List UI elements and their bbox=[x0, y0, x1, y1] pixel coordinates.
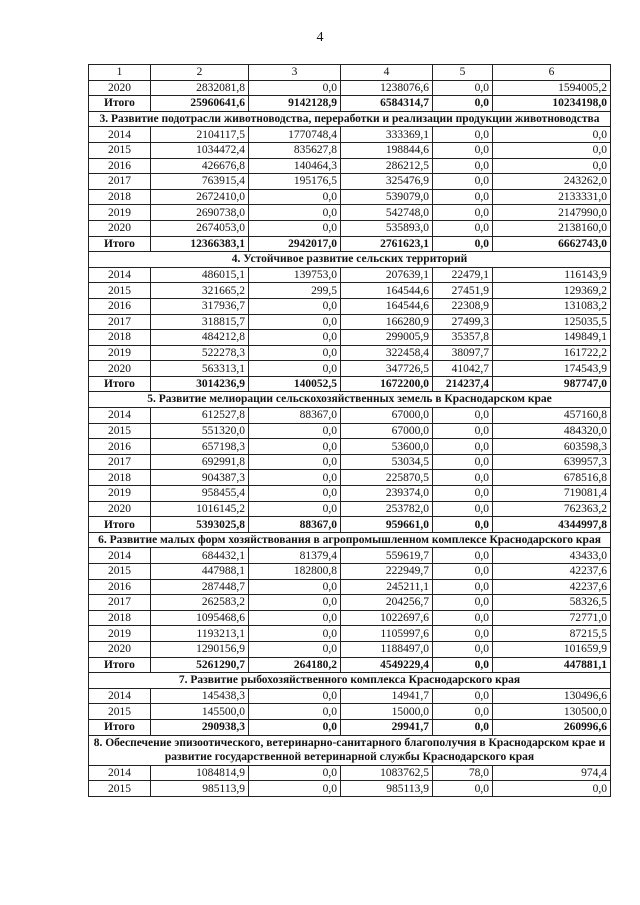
table-row bbox=[89, 486, 611, 502]
table-row bbox=[89, 408, 611, 424]
year-cell: 2020 bbox=[89, 80, 151, 96]
section-heading-row bbox=[89, 252, 611, 268]
total-amount-cell: 692991,8 bbox=[151, 454, 249, 470]
table-row bbox=[89, 283, 611, 299]
section-title: 4. Устойчивое развитие сельских территорий bbox=[89, 252, 611, 268]
year-cell: 2015 bbox=[89, 423, 151, 439]
year-cell: 2015 bbox=[89, 283, 151, 299]
year-cell: 2014 bbox=[89, 267, 151, 283]
local-amount-cell: 214237,4 bbox=[433, 376, 493, 392]
local-amount-cell: 0,0 bbox=[433, 719, 493, 735]
federal-amount-cell: 139753,0 bbox=[249, 267, 341, 283]
regional-amount-cell: 245211,1 bbox=[341, 579, 433, 595]
local-amount-cell: 0,0 bbox=[433, 189, 493, 205]
total-amount-cell: 5393025,8 bbox=[151, 517, 249, 533]
total-amount-cell: 145500,0 bbox=[151, 704, 249, 720]
federal-amount-cell: 299,5 bbox=[249, 283, 341, 299]
extrabudget-amount-cell: 243262,0 bbox=[493, 174, 611, 190]
local-amount-cell: 0,0 bbox=[433, 454, 493, 470]
total-amount-cell: 12366383,1 bbox=[151, 236, 249, 252]
federal-amount-cell: 0,0 bbox=[249, 439, 341, 455]
local-amount-cell: 27451,9 bbox=[433, 283, 493, 299]
federal-amount-cell: 0,0 bbox=[249, 314, 341, 330]
extrabudget-amount-cell: 678516,8 bbox=[493, 470, 611, 486]
table-row bbox=[89, 765, 611, 781]
federal-amount-cell: 0,0 bbox=[249, 579, 341, 595]
total-amount-cell: 287448,7 bbox=[151, 579, 249, 595]
column-number-row bbox=[89, 65, 611, 81]
total-amount-cell: 2832081,8 bbox=[151, 80, 249, 96]
total-amount-cell: 3014236,9 bbox=[151, 376, 249, 392]
regional-amount-cell: 1672200,0 bbox=[341, 376, 433, 392]
local-amount-cell: 41042,7 bbox=[433, 361, 493, 377]
total-amount-cell: 563313,1 bbox=[151, 361, 249, 377]
federal-amount-cell: 0,0 bbox=[249, 486, 341, 502]
extrabudget-amount-cell: 42237,6 bbox=[493, 564, 611, 580]
extrabudget-amount-cell: 1594005,2 bbox=[493, 80, 611, 96]
table-row bbox=[89, 501, 611, 517]
year-cell: 2015 bbox=[89, 142, 151, 158]
section-heading-row bbox=[89, 532, 611, 548]
table-row bbox=[89, 564, 611, 580]
year-cell: Итого bbox=[89, 236, 151, 252]
local-amount-cell: 78,0 bbox=[433, 765, 493, 781]
local-amount-cell: 35357,8 bbox=[433, 330, 493, 346]
regional-amount-cell: 29941,7 bbox=[341, 719, 433, 735]
regional-amount-cell: 225870,5 bbox=[341, 470, 433, 486]
table-row bbox=[89, 610, 611, 626]
year-cell: 2018 bbox=[89, 330, 151, 346]
extrabudget-amount-cell: 987747,0 bbox=[493, 376, 611, 392]
year-cell: 2017 bbox=[89, 314, 151, 330]
extrabudget-amount-cell: 484320,0 bbox=[493, 423, 611, 439]
total-amount-cell: 317936,7 bbox=[151, 298, 249, 314]
local-amount-cell: 0,0 bbox=[433, 142, 493, 158]
federal-amount-cell: 0,0 bbox=[249, 765, 341, 781]
extrabudget-amount-cell: 87215,5 bbox=[493, 626, 611, 642]
year-cell: Итого bbox=[89, 96, 151, 112]
regional-amount-cell: 164544,6 bbox=[341, 283, 433, 299]
table-row bbox=[89, 548, 611, 564]
extrabudget-amount-cell: 125035,5 bbox=[493, 314, 611, 330]
table-row bbox=[89, 595, 611, 611]
section-title: 7. Развитие рыбохозяйственного комплекса Краснодарского края bbox=[89, 673, 611, 689]
total-amount-cell: 1193213,1 bbox=[151, 626, 249, 642]
regional-amount-cell: 67000,0 bbox=[341, 423, 433, 439]
total-amount-cell: 612527,8 bbox=[151, 408, 249, 424]
total-row bbox=[89, 236, 611, 252]
year-cell: 2014 bbox=[89, 548, 151, 564]
local-amount-cell: 0,0 bbox=[433, 80, 493, 96]
total-amount-cell: 763915,4 bbox=[151, 174, 249, 190]
regional-amount-cell: 1105997,6 bbox=[341, 626, 433, 642]
local-amount-cell: 0,0 bbox=[433, 704, 493, 720]
table-row bbox=[89, 80, 611, 96]
year-cell: 2015 bbox=[89, 564, 151, 580]
column-number-cell: 1 bbox=[89, 65, 151, 81]
year-cell: 2019 bbox=[89, 345, 151, 361]
local-amount-cell: 0,0 bbox=[433, 486, 493, 502]
local-amount-cell: 0,0 bbox=[433, 657, 493, 673]
year-cell: 2020 bbox=[89, 361, 151, 377]
section-heading-row bbox=[89, 735, 611, 765]
table-row bbox=[89, 781, 611, 797]
local-amount-cell: 0,0 bbox=[433, 470, 493, 486]
regional-amount-cell: 347726,5 bbox=[341, 361, 433, 377]
extrabudget-amount-cell: 129369,2 bbox=[493, 283, 611, 299]
regional-amount-cell: 6584314,7 bbox=[341, 96, 433, 112]
federal-amount-cell: 182800,8 bbox=[249, 564, 341, 580]
total-amount-cell: 551320,0 bbox=[151, 423, 249, 439]
column-number-cell: 3 bbox=[249, 65, 341, 81]
local-amount-cell: 22479,1 bbox=[433, 267, 493, 283]
year-cell: 2017 bbox=[89, 454, 151, 470]
extrabudget-amount-cell: 6662743,0 bbox=[493, 236, 611, 252]
total-amount-cell: 486015,1 bbox=[151, 267, 249, 283]
regional-amount-cell: 1083762,5 bbox=[341, 765, 433, 781]
extrabudget-amount-cell: 0,0 bbox=[493, 158, 611, 174]
year-cell: 2017 bbox=[89, 174, 151, 190]
regional-amount-cell: 222949,7 bbox=[341, 564, 433, 580]
federal-amount-cell: 0,0 bbox=[249, 719, 341, 735]
year-cell: 2016 bbox=[89, 439, 151, 455]
year-cell: 2017 bbox=[89, 595, 151, 611]
year-cell: 2019 bbox=[89, 486, 151, 502]
extrabudget-amount-cell: 72771,0 bbox=[493, 610, 611, 626]
regional-amount-cell: 14941,7 bbox=[341, 688, 433, 704]
regional-amount-cell: 204256,7 bbox=[341, 595, 433, 611]
table-row bbox=[89, 298, 611, 314]
total-amount-cell: 25960641,6 bbox=[151, 96, 249, 112]
regional-amount-cell: 253782,0 bbox=[341, 501, 433, 517]
table-row bbox=[89, 641, 611, 657]
year-cell: 2018 bbox=[89, 189, 151, 205]
local-amount-cell: 0,0 bbox=[433, 439, 493, 455]
federal-amount-cell: 81379,4 bbox=[249, 548, 341, 564]
regional-amount-cell: 198844,6 bbox=[341, 142, 433, 158]
column-number-cell: 2 bbox=[151, 65, 249, 81]
local-amount-cell: 27499,3 bbox=[433, 314, 493, 330]
section-heading-row bbox=[89, 392, 611, 408]
table-row bbox=[89, 205, 611, 221]
extrabudget-amount-cell: 42237,6 bbox=[493, 579, 611, 595]
federal-amount-cell: 0,0 bbox=[249, 189, 341, 205]
total-amount-cell: 684432,1 bbox=[151, 548, 249, 564]
section-heading-row bbox=[89, 673, 611, 689]
extrabudget-amount-cell: 174543,9 bbox=[493, 361, 611, 377]
section-title: 6. Развитие малых форм хозяйствования в агропромышленном комплексе Краснодарского края bbox=[89, 532, 611, 548]
year-cell: Итого bbox=[89, 517, 151, 533]
extrabudget-amount-cell: 0,0 bbox=[493, 142, 611, 158]
year-cell: 2016 bbox=[89, 579, 151, 595]
table-row bbox=[89, 454, 611, 470]
federal-amount-cell: 0,0 bbox=[249, 361, 341, 377]
local-amount-cell: 0,0 bbox=[433, 517, 493, 533]
section-title: 5. Развитие мелиорации сельскохозяйственных земель в Краснодарском крае bbox=[89, 392, 611, 408]
year-cell: 2015 bbox=[89, 781, 151, 797]
page-number: 4 bbox=[316, 30, 324, 45]
regional-amount-cell: 1238076,6 bbox=[341, 80, 433, 96]
extrabudget-amount-cell: 762363,2 bbox=[493, 501, 611, 517]
federal-amount-cell: 1770748,4 bbox=[249, 127, 341, 143]
extrabudget-amount-cell: 130500,0 bbox=[493, 704, 611, 720]
regional-amount-cell: 1188497,0 bbox=[341, 641, 433, 657]
column-number-cell: 5 bbox=[433, 65, 493, 81]
total-amount-cell: 321665,2 bbox=[151, 283, 249, 299]
table-row bbox=[89, 439, 611, 455]
federal-amount-cell: 0,0 bbox=[249, 595, 341, 611]
table-row bbox=[89, 470, 611, 486]
federal-amount-cell: 0,0 bbox=[249, 641, 341, 657]
extrabudget-amount-cell: 2147990,0 bbox=[493, 205, 611, 221]
year-cell: 2019 bbox=[89, 205, 151, 221]
federal-amount-cell: 0,0 bbox=[249, 688, 341, 704]
local-amount-cell: 0,0 bbox=[433, 688, 493, 704]
total-amount-cell: 484212,8 bbox=[151, 330, 249, 346]
table-row bbox=[89, 361, 611, 377]
table-row bbox=[89, 579, 611, 595]
extrabudget-amount-cell: 457160,8 bbox=[493, 408, 611, 424]
extrabudget-amount-cell: 161722,2 bbox=[493, 345, 611, 361]
federal-amount-cell: 0,0 bbox=[249, 80, 341, 96]
federal-amount-cell: 140464,3 bbox=[249, 158, 341, 174]
federal-amount-cell: 0,0 bbox=[249, 205, 341, 221]
total-amount-cell: 2672410,0 bbox=[151, 189, 249, 205]
section-heading-row bbox=[89, 111, 611, 127]
total-row bbox=[89, 96, 611, 112]
total-row bbox=[89, 517, 611, 533]
local-amount-cell: 0,0 bbox=[433, 610, 493, 626]
year-cell: 2014 bbox=[89, 688, 151, 704]
year-cell: 2020 bbox=[89, 501, 151, 517]
regional-amount-cell: 559619,7 bbox=[341, 548, 433, 564]
federal-amount-cell: 0,0 bbox=[249, 345, 341, 361]
year-cell: Итого bbox=[89, 657, 151, 673]
year-cell: 2015 bbox=[89, 704, 151, 720]
column-number-cell: 4 bbox=[341, 65, 433, 81]
total-amount-cell: 1016145,2 bbox=[151, 501, 249, 517]
total-row bbox=[89, 719, 611, 735]
federal-amount-cell: 195176,5 bbox=[249, 174, 341, 190]
local-amount-cell: 0,0 bbox=[433, 423, 493, 439]
extrabudget-amount-cell: 447881,1 bbox=[493, 657, 611, 673]
table-row bbox=[89, 626, 611, 642]
regional-amount-cell: 299005,9 bbox=[341, 330, 433, 346]
federal-amount-cell: 0,0 bbox=[249, 781, 341, 797]
extrabudget-amount-cell: 10234198,0 bbox=[493, 96, 611, 112]
total-amount-cell: 1290156,9 bbox=[151, 641, 249, 657]
local-amount-cell: 0,0 bbox=[433, 408, 493, 424]
year-cell: 2020 bbox=[89, 641, 151, 657]
extrabudget-amount-cell: 58326,5 bbox=[493, 595, 611, 611]
extrabudget-amount-cell: 0,0 bbox=[493, 781, 611, 797]
year-cell: 2014 bbox=[89, 765, 151, 781]
local-amount-cell: 0,0 bbox=[433, 548, 493, 564]
total-amount-cell: 2674053,0 bbox=[151, 220, 249, 236]
federal-amount-cell: 0,0 bbox=[249, 704, 341, 720]
extrabudget-amount-cell: 149849,1 bbox=[493, 330, 611, 346]
extrabudget-amount-cell: 4344997,8 bbox=[493, 517, 611, 533]
financing-table bbox=[88, 64, 611, 797]
total-amount-cell: 657198,3 bbox=[151, 439, 249, 455]
regional-amount-cell: 2761623,1 bbox=[341, 236, 433, 252]
federal-amount-cell: 0,0 bbox=[249, 330, 341, 346]
total-amount-cell: 5261290,7 bbox=[151, 657, 249, 673]
local-amount-cell: 0,0 bbox=[433, 220, 493, 236]
federal-amount-cell: 264180,2 bbox=[249, 657, 341, 673]
regional-amount-cell: 985113,9 bbox=[341, 781, 433, 797]
extrabudget-amount-cell: 131083,2 bbox=[493, 298, 611, 314]
extrabudget-amount-cell: 116143,9 bbox=[493, 267, 611, 283]
local-amount-cell: 0,0 bbox=[433, 564, 493, 580]
table-row bbox=[89, 142, 611, 158]
year-cell: 2019 bbox=[89, 626, 151, 642]
federal-amount-cell: 0,0 bbox=[249, 220, 341, 236]
federal-amount-cell: 88367,0 bbox=[249, 517, 341, 533]
table-row bbox=[89, 688, 611, 704]
regional-amount-cell: 67000,0 bbox=[341, 408, 433, 424]
regional-amount-cell: 539079,0 bbox=[341, 189, 433, 205]
regional-amount-cell: 15000,0 bbox=[341, 704, 433, 720]
local-amount-cell: 0,0 bbox=[433, 626, 493, 642]
regional-amount-cell: 4549229,4 bbox=[341, 657, 433, 673]
federal-amount-cell: 0,0 bbox=[249, 423, 341, 439]
regional-amount-cell: 53034,5 bbox=[341, 454, 433, 470]
local-amount-cell: 0,0 bbox=[433, 781, 493, 797]
regional-amount-cell: 333369,1 bbox=[341, 127, 433, 143]
total-amount-cell: 1034472,4 bbox=[151, 142, 249, 158]
table-row bbox=[89, 174, 611, 190]
local-amount-cell: 0,0 bbox=[433, 595, 493, 611]
local-amount-cell: 0,0 bbox=[433, 174, 493, 190]
federal-amount-cell: 140052,5 bbox=[249, 376, 341, 392]
extrabudget-amount-cell: 603598,3 bbox=[493, 439, 611, 455]
total-amount-cell: 2104117,5 bbox=[151, 127, 249, 143]
local-amount-cell: 0,0 bbox=[433, 127, 493, 143]
section-title: 3. Развитие подотрасли животноводства, переработки и реализации продукции животноводства bbox=[89, 111, 611, 127]
year-cell: Итого bbox=[89, 376, 151, 392]
local-amount-cell: 0,0 bbox=[433, 158, 493, 174]
total-amount-cell: 522278,3 bbox=[151, 345, 249, 361]
total-amount-cell: 1084814,9 bbox=[151, 765, 249, 781]
regional-amount-cell: 207639,1 bbox=[341, 267, 433, 283]
federal-amount-cell: 0,0 bbox=[249, 470, 341, 486]
column-number-cell: 6 bbox=[493, 65, 611, 81]
local-amount-cell: 0,0 bbox=[433, 96, 493, 112]
table-row bbox=[89, 704, 611, 720]
federal-amount-cell: 0,0 bbox=[249, 501, 341, 517]
regional-amount-cell: 53600,0 bbox=[341, 439, 433, 455]
extrabudget-amount-cell: 2138160,0 bbox=[493, 220, 611, 236]
extrabudget-amount-cell: 260996,6 bbox=[493, 719, 611, 735]
regional-amount-cell: 322458,4 bbox=[341, 345, 433, 361]
year-cell: 2014 bbox=[89, 127, 151, 143]
table-row bbox=[89, 330, 611, 346]
regional-amount-cell: 535893,0 bbox=[341, 220, 433, 236]
total-row bbox=[89, 376, 611, 392]
extrabudget-amount-cell: 974,4 bbox=[493, 765, 611, 781]
year-cell: 2014 bbox=[89, 408, 151, 424]
extrabudget-amount-cell: 43433,0 bbox=[493, 548, 611, 564]
federal-amount-cell: 2942017,0 bbox=[249, 236, 341, 252]
table-row bbox=[89, 423, 611, 439]
federal-amount-cell: 88367,0 bbox=[249, 408, 341, 424]
federal-amount-cell: 9142128,9 bbox=[249, 96, 341, 112]
total-amount-cell: 447988,1 bbox=[151, 564, 249, 580]
total-amount-cell: 290938,3 bbox=[151, 719, 249, 735]
local-amount-cell: 0,0 bbox=[433, 641, 493, 657]
federal-amount-cell: 0,0 bbox=[249, 626, 341, 642]
year-cell: 2020 bbox=[89, 220, 151, 236]
regional-amount-cell: 239374,0 bbox=[341, 486, 433, 502]
regional-amount-cell: 325476,9 bbox=[341, 174, 433, 190]
extrabudget-amount-cell: 639957,3 bbox=[493, 454, 611, 470]
table-row bbox=[89, 345, 611, 361]
regional-amount-cell: 1022697,6 bbox=[341, 610, 433, 626]
regional-amount-cell: 164544,6 bbox=[341, 298, 433, 314]
federal-amount-cell: 835627,8 bbox=[249, 142, 341, 158]
regional-amount-cell: 959661,0 bbox=[341, 517, 433, 533]
extrabudget-amount-cell: 2133331,0 bbox=[493, 189, 611, 205]
table-row bbox=[89, 127, 611, 143]
local-amount-cell: 0,0 bbox=[433, 236, 493, 252]
table-row bbox=[89, 189, 611, 205]
total-amount-cell: 318815,7 bbox=[151, 314, 249, 330]
total-amount-cell: 145438,3 bbox=[151, 688, 249, 704]
table-row bbox=[89, 220, 611, 236]
extrabudget-amount-cell: 101659,9 bbox=[493, 641, 611, 657]
year-cell: 2018 bbox=[89, 470, 151, 486]
table-row bbox=[89, 267, 611, 283]
regional-amount-cell: 542748,0 bbox=[341, 205, 433, 221]
local-amount-cell: 0,0 bbox=[433, 579, 493, 595]
year-cell: 2016 bbox=[89, 158, 151, 174]
total-row bbox=[89, 657, 611, 673]
regional-amount-cell: 286212,5 bbox=[341, 158, 433, 174]
year-cell: 2016 bbox=[89, 298, 151, 314]
total-amount-cell: 904387,3 bbox=[151, 470, 249, 486]
section-title: 8. Обеспечение эпизоотического, ветеринарно-санитарного благополучия в Краснодарском крае и развитие государственной ветеринарной службы Краснодарского края bbox=[89, 735, 611, 765]
federal-amount-cell: 0,0 bbox=[249, 298, 341, 314]
local-amount-cell: 22308,9 bbox=[433, 298, 493, 314]
federal-amount-cell: 0,0 bbox=[249, 610, 341, 626]
regional-amount-cell: 166280,9 bbox=[341, 314, 433, 330]
extrabudget-amount-cell: 0,0 bbox=[493, 127, 611, 143]
local-amount-cell: 38097,7 bbox=[433, 345, 493, 361]
table-row bbox=[89, 314, 611, 330]
year-cell: Итого bbox=[89, 719, 151, 735]
total-amount-cell: 985113,9 bbox=[151, 781, 249, 797]
extrabudget-amount-cell: 130496,6 bbox=[493, 688, 611, 704]
local-amount-cell: 0,0 bbox=[433, 205, 493, 221]
local-amount-cell: 0,0 bbox=[433, 501, 493, 517]
federal-amount-cell: 0,0 bbox=[249, 454, 341, 470]
total-amount-cell: 1095468,6 bbox=[151, 610, 249, 626]
table-row bbox=[89, 158, 611, 174]
year-cell: 2018 bbox=[89, 610, 151, 626]
total-amount-cell: 958455,4 bbox=[151, 486, 249, 502]
total-amount-cell: 426676,8 bbox=[151, 158, 249, 174]
total-amount-cell: 262583,2 bbox=[151, 595, 249, 611]
total-amount-cell: 2690738,0 bbox=[151, 205, 249, 221]
extrabudget-amount-cell: 719081,4 bbox=[493, 486, 611, 502]
